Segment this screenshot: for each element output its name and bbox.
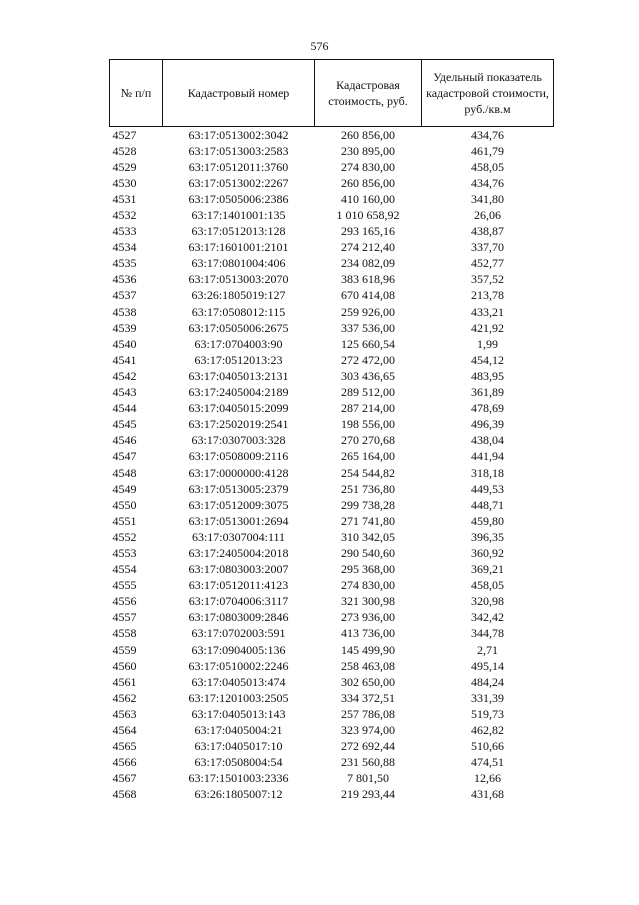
specific-indicator: 2,71 bbox=[477, 642, 498, 657]
cadastral-value: 230 895,00 bbox=[341, 143, 395, 158]
cadastral-number: 63:17:2405004:2189 bbox=[188, 385, 289, 400]
specific-indicator: 318,18 bbox=[471, 465, 504, 480]
specific-indicator: 337,70 bbox=[471, 240, 504, 255]
specific-indicator: 320,98 bbox=[471, 594, 504, 609]
specific-indicator: 361,89 bbox=[471, 385, 504, 400]
cadastral-number: 63:17:0000000:4128 bbox=[188, 465, 289, 480]
specific-indicator: 341,80 bbox=[471, 191, 504, 206]
table-row bbox=[110, 256, 554, 272]
page-number: 576 bbox=[310, 39, 329, 53]
table-body bbox=[110, 127, 554, 803]
row-number: 4538 bbox=[112, 304, 137, 319]
specific-indicator: 1,99 bbox=[477, 336, 498, 351]
cadastral-value: 337 536,00 bbox=[341, 320, 395, 335]
header-cadastral-value: Кадастровая стоимость, руб. bbox=[315, 60, 422, 127]
table-row bbox=[110, 320, 554, 336]
cadastral-value: 234 082,09 bbox=[341, 256, 395, 271]
row-number: 4529 bbox=[112, 159, 137, 174]
table-row bbox=[110, 240, 554, 256]
row-number: 4558 bbox=[112, 626, 137, 641]
header-cadastral-number: Кадастровый номер bbox=[163, 60, 315, 127]
cadastral-value: 410 160,00 bbox=[341, 191, 395, 206]
cadastral-value: 273 936,00 bbox=[341, 610, 395, 625]
row-number: 4551 bbox=[112, 513, 137, 528]
table-row bbox=[110, 224, 554, 240]
specific-indicator: 462,82 bbox=[471, 723, 504, 738]
row-number: 4565 bbox=[112, 739, 137, 754]
specific-indicator: 458,05 bbox=[471, 159, 504, 174]
row-number: 4528 bbox=[112, 143, 137, 158]
cadastral-number: 63:17:0513002:2267 bbox=[188, 175, 289, 190]
cadastral-number: 63:17:0803003:2007 bbox=[188, 562, 289, 577]
cadastral-value: 125 660,54 bbox=[341, 336, 395, 351]
cadastral-value: 295 368,00 bbox=[341, 562, 395, 577]
cadastral-value: 7 801,50 bbox=[347, 771, 389, 786]
row-number: 4560 bbox=[112, 658, 137, 673]
table-row bbox=[110, 722, 554, 738]
cadastral-value: 271 741,80 bbox=[341, 513, 395, 528]
row-number: 4527 bbox=[112, 127, 137, 142]
table-row bbox=[110, 642, 554, 658]
cadastral-value: 260 856,00 bbox=[341, 175, 395, 190]
row-number: 4536 bbox=[112, 272, 137, 287]
specific-indicator: 433,21 bbox=[471, 304, 504, 319]
table-row bbox=[110, 288, 554, 304]
table-row bbox=[110, 368, 554, 384]
cadastral-value: 257 786,08 bbox=[341, 706, 395, 721]
cadastral-number: 63:17:2405004:2018 bbox=[188, 545, 289, 560]
row-number: 4542 bbox=[112, 368, 137, 383]
cadastral-value: 274 830,00 bbox=[341, 578, 395, 593]
specific-indicator: 458,05 bbox=[471, 578, 504, 593]
table-row bbox=[110, 739, 554, 755]
cadastral-value: 274 830,00 bbox=[341, 159, 395, 174]
cadastral-number: 63:17:0513001:2694 bbox=[188, 513, 289, 528]
table-row bbox=[110, 143, 554, 159]
cadastral-number: 63:17:0505006:2675 bbox=[188, 320, 289, 335]
cadastral-number: 63:17:0513003:2583 bbox=[188, 143, 289, 158]
cadastral-number: 63:17:2502019:2541 bbox=[188, 417, 289, 432]
row-number: 4561 bbox=[112, 674, 137, 689]
specific-indicator: 434,76 bbox=[471, 127, 504, 142]
table-row bbox=[110, 674, 554, 690]
table-row bbox=[110, 771, 554, 787]
cadastral-value: 145 499,90 bbox=[341, 642, 395, 657]
cadastral-value: 334 372,51 bbox=[341, 690, 395, 705]
cadastral-value: 289 512,00 bbox=[341, 385, 395, 400]
specific-indicator: 26,06 bbox=[474, 208, 501, 223]
row-number: 4540 bbox=[112, 336, 137, 351]
row-number: 4557 bbox=[112, 610, 137, 625]
table-row bbox=[110, 449, 554, 465]
row-number: 4556 bbox=[112, 594, 137, 609]
specific-indicator: 357,52 bbox=[471, 272, 504, 287]
row-number: 4532 bbox=[112, 208, 137, 223]
table-row bbox=[110, 481, 554, 497]
row-number: 4531 bbox=[112, 191, 137, 206]
specific-indicator: 434,76 bbox=[471, 175, 504, 190]
cadastral-value: 258 463,08 bbox=[341, 658, 395, 673]
cadastral-number: 63:17:0405015:2099 bbox=[188, 401, 289, 416]
table-row bbox=[110, 529, 554, 545]
table-header bbox=[110, 60, 554, 127]
specific-indicator: 448,71 bbox=[471, 497, 504, 512]
specific-indicator: 478,69 bbox=[471, 401, 504, 416]
cadastral-number: 63:17:0513003:2070 bbox=[188, 272, 289, 287]
cadastral-value: 303 436,65 bbox=[341, 368, 395, 383]
cadastral-number: 63:17:0307003:328 bbox=[191, 433, 286, 448]
table-row bbox=[110, 706, 554, 722]
specific-indicator: 431,68 bbox=[471, 787, 504, 802]
table-row bbox=[110, 417, 554, 433]
row-number: 4548 bbox=[112, 465, 137, 480]
table-row bbox=[110, 594, 554, 610]
cadastral-number: 63:17:0512013:23 bbox=[194, 352, 283, 367]
row-number: 4547 bbox=[112, 449, 137, 464]
cadastral-number: 63:17:0801004:406 bbox=[191, 256, 286, 271]
table-row bbox=[110, 626, 554, 642]
cadastral-value: 287 214,00 bbox=[341, 401, 395, 416]
cadastral-number: 63:17:0405013:474 bbox=[191, 674, 286, 689]
specific-indicator: 483,95 bbox=[471, 368, 504, 383]
table-row bbox=[110, 562, 554, 578]
cadastral-number: 63:17:0508012:115 bbox=[191, 304, 286, 319]
cadastral-number: 63:26:1805019:127 bbox=[191, 288, 286, 303]
cadastral-number: 63:17:0505006:2386 bbox=[188, 191, 289, 206]
cadastral-value-table bbox=[109, 59, 554, 803]
row-number: 4535 bbox=[112, 256, 137, 271]
specific-indicator: 369,21 bbox=[471, 562, 504, 577]
row-number: 4555 bbox=[112, 578, 137, 593]
cadastral-number: 63:17:0512009:3075 bbox=[188, 497, 289, 512]
cadastral-number: 63:17:0405004:21 bbox=[194, 723, 283, 738]
row-number: 4566 bbox=[112, 755, 137, 770]
cadastral-value: 198 556,00 bbox=[341, 417, 395, 432]
row-number: 4550 bbox=[112, 497, 137, 512]
cadastral-number: 63:17:0405017:10 bbox=[194, 739, 283, 754]
table-row bbox=[110, 497, 554, 513]
row-number: 4564 bbox=[112, 723, 137, 738]
specific-indicator: 452,77 bbox=[471, 256, 504, 271]
cadastral-value: 231 560,88 bbox=[341, 755, 395, 770]
cadastral-number: 63:17:0513005:2379 bbox=[188, 481, 289, 496]
specific-indicator: 421,92 bbox=[471, 320, 504, 335]
cadastral-number: 63:17:1201003:2505 bbox=[188, 690, 289, 705]
cadastral-number: 63:17:0803009:2846 bbox=[188, 610, 289, 625]
cadastral-number: 63:17:0904005:136 bbox=[191, 642, 286, 657]
cadastral-number: 63:17:0508009:2116 bbox=[188, 449, 289, 464]
row-number: 4552 bbox=[112, 529, 137, 544]
cadastral-number: 63:17:0405013:143 bbox=[191, 706, 286, 721]
specific-indicator: 213,78 bbox=[471, 288, 504, 303]
cadastral-number: 63:17:0512011:3760 bbox=[188, 159, 289, 174]
cadastral-value: 251 736,80 bbox=[341, 481, 395, 496]
table-row bbox=[110, 433, 554, 449]
specific-indicator: 496,39 bbox=[471, 417, 504, 432]
row-number: 4549 bbox=[112, 481, 137, 496]
cadastral-value: 293 165,16 bbox=[341, 224, 395, 239]
cadastral-number: 63:17:0512013:128 bbox=[191, 224, 286, 239]
cadastral-number: 63:17:0510002:2246 bbox=[188, 658, 289, 673]
table-row bbox=[110, 336, 554, 352]
cadastral-value: 265 164,00 bbox=[341, 449, 395, 464]
cadastral-value: 274 212,40 bbox=[341, 240, 395, 255]
cadastral-number: 63:17:0702003:591 bbox=[191, 626, 286, 641]
row-number: 4544 bbox=[112, 401, 137, 416]
row-number: 4553 bbox=[112, 545, 137, 560]
table-row bbox=[110, 159, 554, 175]
table-row bbox=[110, 545, 554, 561]
cadastral-value: 260 856,00 bbox=[341, 127, 395, 142]
specific-indicator: 519,73 bbox=[471, 706, 504, 721]
specific-indicator: 474,51 bbox=[471, 755, 504, 770]
header-num: № п/п bbox=[110, 60, 163, 127]
row-number: 4543 bbox=[112, 385, 137, 400]
row-number: 4568 bbox=[112, 787, 137, 802]
table-row bbox=[110, 658, 554, 674]
row-number: 4539 bbox=[112, 320, 137, 335]
cadastral-value: 670 414,08 bbox=[341, 288, 395, 303]
cadastral-value: 259 926,00 bbox=[341, 304, 395, 319]
specific-indicator: 12,66 bbox=[474, 771, 501, 786]
cadastral-number: 63:17:0405013:2131 bbox=[188, 368, 289, 383]
table-row bbox=[110, 207, 554, 223]
cadastral-value: 254 544,82 bbox=[341, 465, 395, 480]
cadastral-number: 63:17:0512011:4123 bbox=[188, 578, 289, 593]
specific-indicator: 461,79 bbox=[471, 143, 504, 158]
cadastral-number: 63:17:0508004:54 bbox=[194, 755, 283, 770]
cadastral-value: 1 010 658,92 bbox=[336, 208, 400, 223]
row-number: 4563 bbox=[112, 706, 137, 721]
cadastral-number: 63:17:0307004:111 bbox=[191, 529, 286, 544]
table-row bbox=[110, 513, 554, 529]
specific-indicator: 454,12 bbox=[471, 352, 504, 367]
row-number: 4562 bbox=[112, 690, 137, 705]
cadastral-value: 323 974,00 bbox=[341, 723, 395, 738]
row-number: 4534 bbox=[112, 240, 137, 255]
cadastral-value: 272 472,00 bbox=[341, 352, 395, 367]
cadastral-value: 413 736,00 bbox=[341, 626, 395, 641]
cadastral-value: 302 650,00 bbox=[341, 674, 395, 689]
table-row bbox=[110, 755, 554, 771]
table-row bbox=[110, 385, 554, 401]
cadastral-value: 270 270,68 bbox=[341, 433, 395, 448]
row-number: 4554 bbox=[112, 562, 137, 577]
cadastral-value: 321 300,98 bbox=[341, 594, 395, 609]
cadastral-value: 272 692,44 bbox=[341, 739, 395, 754]
cadastral-value: 310 342,05 bbox=[341, 529, 395, 544]
row-number: 4541 bbox=[112, 352, 137, 367]
row-number: 4545 bbox=[112, 417, 137, 432]
specific-indicator: 449,53 bbox=[471, 481, 504, 496]
specific-indicator: 495,14 bbox=[471, 658, 504, 673]
cadastral-number: 63:17:0704006:3117 bbox=[188, 594, 289, 609]
table-row bbox=[110, 352, 554, 368]
specific-indicator: 438,04 bbox=[471, 433, 504, 448]
row-number: 4546 bbox=[112, 433, 137, 448]
specific-indicator: 441,94 bbox=[471, 449, 504, 464]
table-row bbox=[110, 465, 554, 481]
row-number: 4559 bbox=[112, 642, 137, 657]
cadastral-value: 383 618,96 bbox=[341, 272, 395, 287]
cadastral-number: 63:26:1805007:12 bbox=[194, 787, 283, 802]
table-row bbox=[110, 304, 554, 320]
cadastral-value: 219 293,44 bbox=[341, 787, 395, 802]
specific-indicator: 459,80 bbox=[471, 513, 504, 528]
specific-indicator: 360,92 bbox=[471, 545, 504, 560]
specific-indicator: 331,39 bbox=[471, 690, 504, 705]
table-row bbox=[110, 191, 554, 207]
row-number: 4537 bbox=[112, 288, 137, 303]
specific-indicator: 342,42 bbox=[471, 610, 504, 625]
table-row bbox=[110, 272, 554, 288]
table-row bbox=[110, 401, 554, 417]
specific-indicator: 344,78 bbox=[471, 626, 504, 641]
row-number: 4567 bbox=[112, 771, 137, 786]
table-row bbox=[110, 127, 554, 144]
table-row bbox=[110, 175, 554, 191]
table-row bbox=[110, 578, 554, 594]
specific-indicator: 438,87 bbox=[471, 224, 504, 239]
cadastral-number: 63:17:1401001:135 bbox=[191, 208, 286, 223]
table-row bbox=[110, 787, 554, 803]
row-number: 4530 bbox=[112, 175, 137, 190]
cadastral-value: 290 540,60 bbox=[341, 545, 395, 560]
row-number: 4533 bbox=[112, 224, 137, 239]
header-specific-indicator: Удельный показатель кадастровой стоимости, руб./кв.м bbox=[422, 60, 554, 127]
table-row bbox=[110, 610, 554, 626]
specific-indicator: 484,24 bbox=[471, 674, 504, 689]
cadastral-number: 63:17:0704003:90 bbox=[194, 336, 283, 351]
specific-indicator: 510,66 bbox=[471, 739, 504, 754]
cadastral-number: 63:17:1601001:2101 bbox=[188, 240, 289, 255]
cadastral-number: 63:17:1501003:2336 bbox=[188, 771, 289, 786]
table-row bbox=[110, 690, 554, 706]
specific-indicator: 396,35 bbox=[471, 529, 504, 544]
cadastral-value: 299 738,28 bbox=[341, 497, 395, 512]
cadastral-number: 63:17:0513002:3042 bbox=[188, 127, 289, 142]
